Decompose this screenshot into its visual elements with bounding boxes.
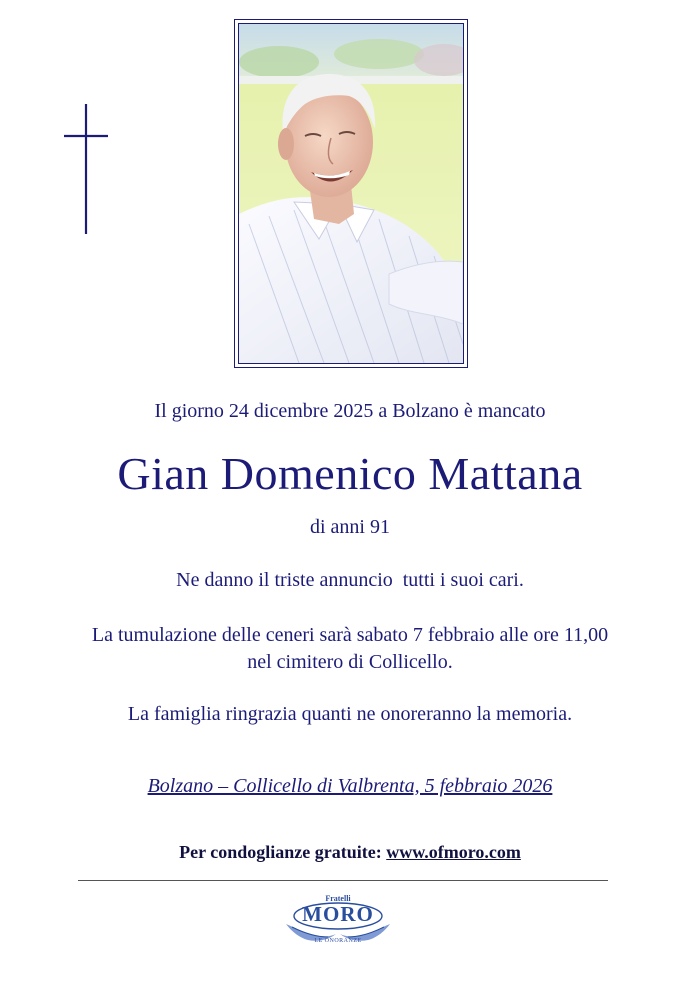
place-and-date: [0, 775, 700, 798]
portrait-photo-frame: [234, 19, 468, 368]
thanks-text: La famiglia ringrazia quanti ne onoreranno la memoria.: [127, 703, 573, 725]
logo-top-text: Fratelli: [325, 894, 351, 903]
logo-bottom-text: LE ONORANZE: [314, 938, 362, 944]
intro-text: Il giorno 24 dicembre 2025 a Bolzano è mancato: [154, 400, 546, 422]
funeral-info-line-2: nel cimitero di Collicello.: [247, 651, 453, 673]
age-text: di anni 91: [310, 516, 390, 538]
cross-icon: [60, 104, 112, 234]
condolences-line: [0, 842, 700, 863]
announcement-text: Ne danno il triste annuncio tutti i suoi cari.: [176, 569, 524, 591]
funeral-home-logo: [278, 894, 398, 950]
condolences-label: Per condoglianze gratuite:: [179, 842, 382, 862]
funeral-info-line-1: La tumulazione delle ceneri sarà sabato 7 febbraio alle ore 11,00: [91, 624, 609, 646]
condolences-website-link[interactable]: www.ofmoro.com: [386, 842, 521, 862]
portrait-photo: [238, 23, 464, 364]
logo-brand-text: MORO: [302, 902, 374, 926]
deceased-name: Gian Domenico Mattana: [117, 448, 583, 499]
divider-line: [78, 880, 608, 881]
place-and-date-text: Bolzano – Collicello di Valbrenta, 5 febbraio 2026: [147, 775, 553, 797]
